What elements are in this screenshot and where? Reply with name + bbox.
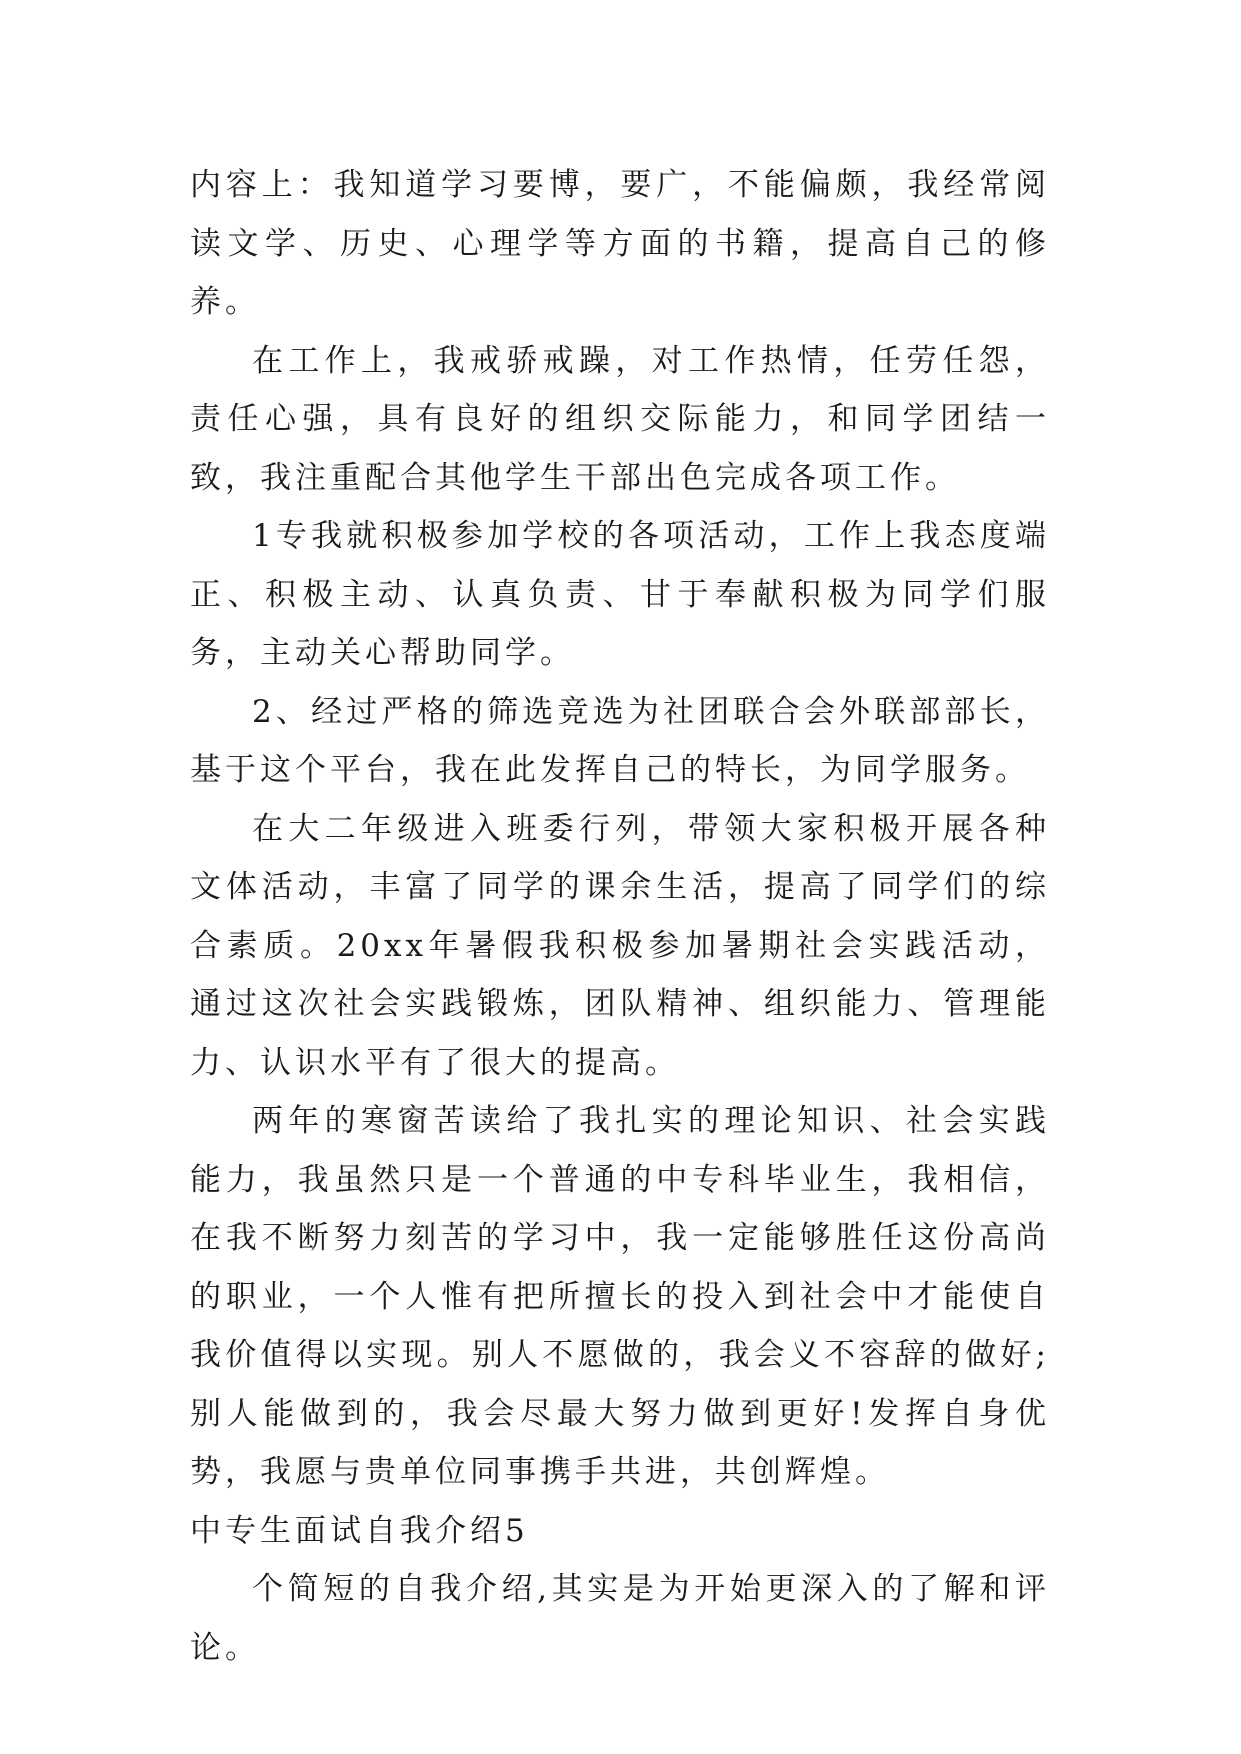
paragraph-work-attitude: 在工作上，我戒骄戒躁，对工作热情，任劳任怨，责任心强，具有良好的组织交际能力，和同学团结一致，我注重配合其他学生干部出色完成各项工作。 [190,342,1050,496]
paragraph-activities: 1专我就积极参加学校的各项活动，工作上我态度端正、积极主动、认真负责、甘于奉献积极为同学们服务，主动关心帮助同学。 [190,518,1050,671]
paragraph-intro: 个简短的自我介绍,其实是为开始更深入的了解和评论。 [190,1571,1050,1666]
paragraph-class-committee: 在大二年级进入班委行列，带领大家积极开展各种文体活动，丰富了同学的课余生活，提高了同学们的综合素质。20xx年暑假我积极参加暑期社会实践活动，通过这次社会实践锻炼，团队精神、组织能力、管理能力、认识水平有了很大的提高。 [190,810,1050,1081]
section-heading: 中专生面试自我介绍5 [190,1512,529,1549]
paragraph-club-role: 2、经过严格的筛选竞选为社团联合会外联部部长，基于这个平台，我在此发挥自己的特长，为同学服务。 [190,693,1050,788]
paragraph-reading: 内容上：我知道学习要博，要广，不能偏颇，我经常阅读文学、历史、心理学等方面的书籍，提高自己的修养。 [190,167,1050,320]
paragraph-summary: 两年的寒窗苦读给了我扎实的理论知识、社会实践能力，我虽然只是一个普通的中专科毕业生，我相信，在我不断努力刻苦的学习中，我一定能够胜任这份高尚的职业，一个人惟有把所擅长的投入到社会中才能使自我价值得以实现。别人不愿做的，我会义不容辞的做好;别人能做到的，我会尽最大努力做到更好!发挥自身优势，我愿与贵单位同事携手共进，共创辉煌。 [190,1103,1050,1490]
document-body [190,156,1050,1677]
